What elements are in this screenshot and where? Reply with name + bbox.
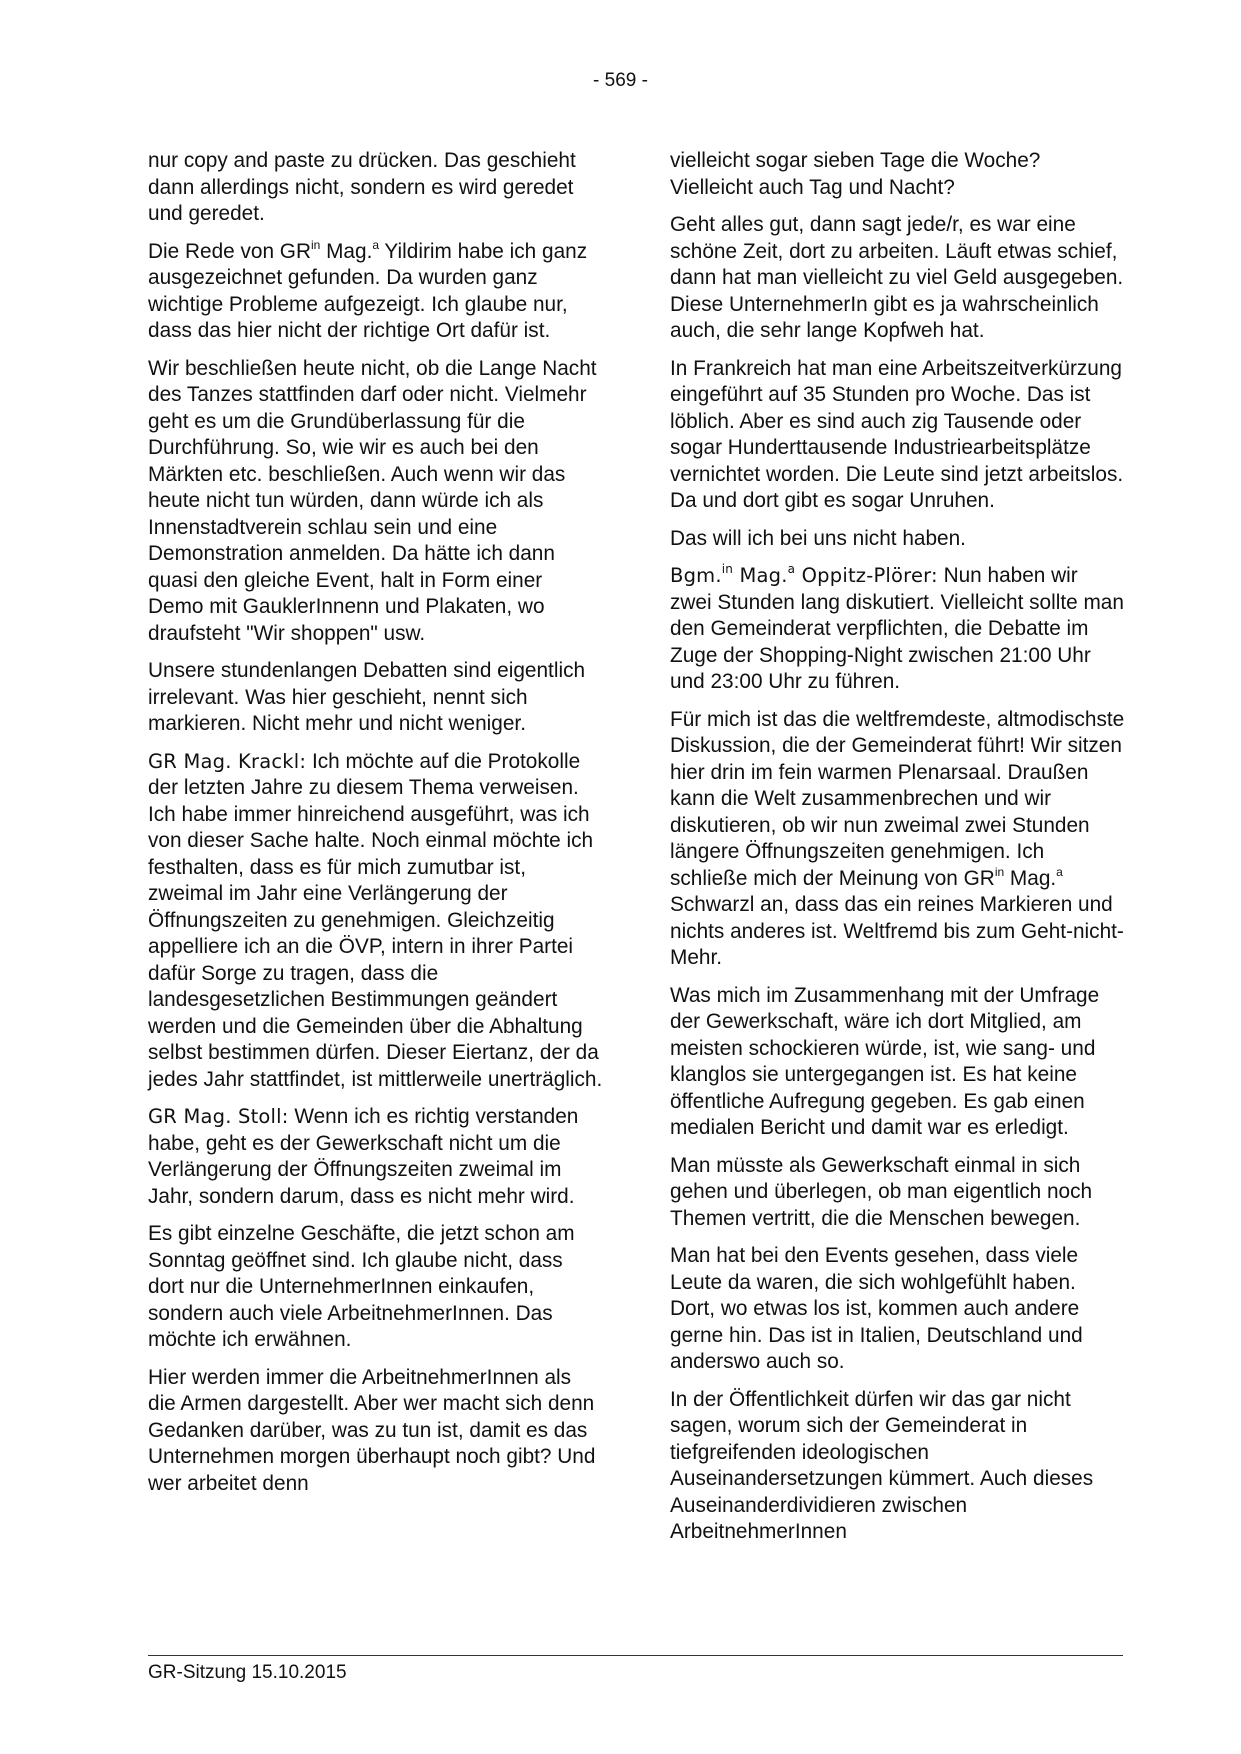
text-run: Für mich ist das die weltfremdeste, altmodischste Diskussion, die der Gemeinderat führt! Wir sitzen hier drin im fein warmen Plenarsaal. Draußen kann die Welt zusammenbrechen und wir diskutieren, ob wir nun zweimal zwei Stunden längere Öffnungszeiten genehmigen. Ich schließe mich der Meinung von GR [670,707,1125,890]
text-run: Bgm. [670,564,722,587]
paragraph: Was mich im Zusammenhang mit der Umfrage der Gewerkschaft, wäre ich dort Mitglied, am meisten schockieren würde, ist, wie sang- und klanglos sie untergegangen ist. Es hat keine öffentliche Aufregung gegeben. Es gab einen medialen Bericht und damit war es erledigt. [670,983,1100,1139]
text-run: Ich möchte auf die Protokolle der letzten Jahre zu diesem Thema verweisen. Ich habe immer hinreichend ausgeführt, was ich von dieser Sache halte. Noch einmal möchte ich festhalten, dass es für mich zumutbar ist, zweimal im Jahr eine Verlängerung der Öffnungszeiten zu genehmigen. Gleichzeitig appelliere ich an die ÖVP, intern in ihrer Partei dafür Sorge zu tragen, dass die landesgesetzlichen Bestimmungen geändert werden und die Gemeinden über die Abhaltung selbst bestimmen dürfen. Dieser Eiertanz, der da jedes Jahr stattfindet, ist mittlerweile unerträglich. [148,749,603,1091]
superscript: a [372,237,380,252]
speaker-name: GR Mag. Krackl: [148,749,307,773]
paragraph: Man müsste als Gewerkschaft einmal in sich gehen und überlegen, ob man eigentlich noch Themen vertritt, die die Menschen bewegen. [670,1153,1093,1230]
paragraph: Geht alles gut, dann sagt jede/r, es war eine schöne Zeit, dort zu arbeiten. Läuft etwas schief, dann hat man vielleicht zu viel Geld ausgegeben. Diese UnternehmerIn gibt es ja wahrscheinlich auch, die sehr lange Kopfweh hat. [670,213,1124,342]
paragraph: vielleicht sogar sieben Tage die Woche? Vielleicht auch Tag und Nacht? [670,149,1041,199]
paragraph [670,707,1125,972]
superscript: a [787,562,796,576]
text-run: Wenn ich es richtig verstanden habe, geht es der Gewerkschaft nicht um die Verlängerung der Öffnungszeiten zweimal im Jahr, sondern darum, dass es nicht mehr wird. [148,1105,579,1208]
text-run: Die Rede von GR [148,239,311,263]
speaker-name [670,564,938,587]
paragraph: Unsere stundenlangen Debatten sind eigentlich irrelevant. Was hier geschieht, nennt sich markieren. Nicht mehr und nicht weniger. [148,659,586,735]
superscript: in [310,237,321,252]
paragraph: Es gibt einzelne Geschäfte, die jetzt schon am Sonntag geöffnet sind. Ich glaube nicht, dass dort nur die UnternehmerInnen einkaufen, sondern auch viele ArbeitnehmerInnen. Das möchte ich erwähnen. [148,1222,575,1351]
paragraph: In der Öffentlichkeit dürfen wir das gar nicht sagen, worum sich der Gemeinderat in tiefgreifenden ideologischen Auseinandersetzungen kümmert. Auch dieses Auseinanderdividieren zwischen ArbeitnehmerInnen [670,1387,1094,1543]
footer-session-date: GR-Sitzung 15.10.2015 [148,1662,347,1683]
paragraph: Man hat bei den Events gesehen, dass viele Leute da waren, die sich wohlgefühlt haben. Dort, wo etwas los ist, kommen auch andere gerne hin. Das ist in Italien, Deutschland und anderswo auch so. [670,1244,1083,1373]
paragraph: Hier werden immer die ArbeitnehmerInnen als die Armen dargestellt. Aber wer macht sich denn Gedanken darüber, was zu tun ist, damit es das Unternehmen morgen überhaupt noch gibt? Und wer arbeitet denn [148,1365,596,1495]
paragraph [670,563,1125,696]
superscript: in [721,562,734,576]
paragraph: In Frankreich hat man eine Arbeitszeitverkürzung eingeführt auf 35 Stunden pro Woche. Das ist löblich. Aber es sind auch zig Tausende oder sogar Hunderttausende Industriearbeitsplätze vernichtet worden. Die Leute sind jetzt arbeitslos. Da und dort gibt es sogar Unruhen. [670,356,1124,512]
text-run: Schwarzl an, dass das ein reines Markieren und nichts anderes ist. Weltfremd bis zum Geht-nicht-Mehr. [670,893,1124,969]
paragraph [148,1104,603,1210]
text-run: Nun haben wir zwei Stunden lang diskutiert. Vielleicht sollte man den Gemeinderat verpflichten, die Debatte im Zuge der Shopping-Night zwischen 21:00 Uhr und 23:00 Uhr zu führen. [670,564,1124,693]
superscript: in [994,864,1005,879]
superscript: a [1056,864,1063,879]
right-column [670,148,1125,1557]
footer-divider [148,1655,1123,1656]
text-run: Oppitz-Plörer: [795,564,938,587]
text-run: Mag. [1004,866,1057,890]
paragraph: Das will ich bei uns nicht haben. [670,526,966,550]
left-column [148,148,603,1508]
text-run: Mag. [320,239,373,263]
paragraph: Wir beschließen heute nicht, ob die Lange Nacht des Tanzes stattfinden darf oder nicht. Vielmehr geht es um die Grundüberlassung für die Durchführung. So, wie wir es auch bei den Märkten etc. beschließen. Auch wenn wir das heute nicht tun würden, dann würde ich als Innenstadtverein schlau sein und eine Demonstration anmelden. Da hätte ich dann quasi den gleiche Event, halt in Form einer Demo mit GauklerInnenn und Plakaten, wo draufsteht "Wir shoppen" usw. [148,356,597,645]
text-run: Mag. [733,564,788,587]
paragraph [148,239,603,345]
page-number: - 569 - [593,70,648,91]
paragraph: nur copy and paste zu drücken. Das geschieht dann allerdings nicht, sondern es wird geredet und geredet. [148,149,576,225]
text-run: Yildirim habe ich ganz ausgezeichnet gefunden. Da wurden ganz wichtige Probleme aufgezeigt. Ich glaube nur, dass das hier nicht der richtige Ort dafür ist. [148,239,588,342]
speaker-name: GR Mag. Stoll: [148,1105,289,1128]
paragraph [148,749,603,1094]
